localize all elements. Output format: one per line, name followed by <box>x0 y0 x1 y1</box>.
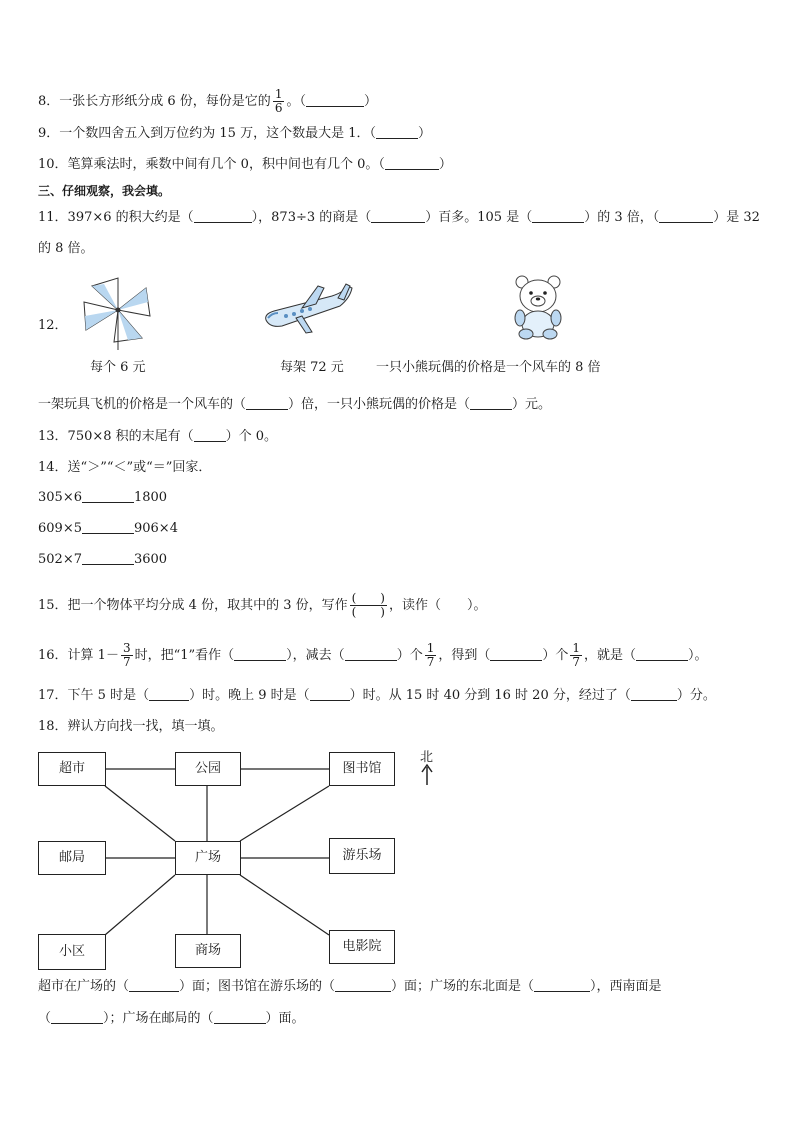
north-label: 北 <box>420 750 434 765</box>
place-post-office: 邮局 <box>38 841 106 875</box>
question-18-title: 18．辨认方向找一找，填一填。 <box>38 719 224 734</box>
fraction-one-sixth: $\frac{1}{6}$ <box>274 87 283 115</box>
fraction-three-sevenths: $\frac{3}{7}$ <box>122 641 131 669</box>
section-heading: 三、仔细观察，我会填。 <box>38 184 171 198</box>
answer-blank[interactable] <box>335 979 391 992</box>
question-10: 10．笔算乘法时，乘数中间有几个 0，积中间也有几个 0。（ ） <box>38 157 452 172</box>
question-15: 15．把一个物体平均分成 4 份，取其中的 3 份，写作 $\frac{( )}{( )}$ ，读作（ ）。 <box>38 591 487 619</box>
place-community: 小区 <box>38 934 106 970</box>
airplane-price: 每架 72 元 <box>280 360 344 375</box>
compare-row: 305×6 1800 <box>38 490 168 505</box>
question-12-number: 12． <box>38 318 68 333</box>
question-12-answer: 一架玩具飞机的价格是一个风车的（ ）倍，一只小熊玩偶的价格是（ ）元。 <box>38 397 552 412</box>
question-8: 8．一张长方形纸分成 6 份，每份是它的 $\frac{1}{6}$ 。（ ） <box>38 87 377 115</box>
place-cinema: 电影院 <box>329 930 395 964</box>
fraction-blank[interactable]: $\frac{( )}{( )}$ <box>351 591 385 619</box>
question-18-answer-1: 超市在广场的（ ）面；图书馆在游乐场的（ ）面；广场的东北面是（ ），西南面是 <box>38 979 662 994</box>
fraction-one-seventh: $\frac{1}{7}$ <box>572 641 581 669</box>
bear-price: 一只小熊玩偶的价格是一个风车的 8 倍 <box>376 360 601 375</box>
answer-blank[interactable] <box>534 979 590 992</box>
compare-row: 502×7 3600 <box>38 552 168 567</box>
question-16: 16．计算 1－ $\frac{3}{7}$ 时，把“1”看作（ ），减去（ ）个 $\frac{1}{7}$ ，得到（ ）个 $\frac{1}{7}$ ，就是（ ）。 <box>38 641 708 669</box>
place-mall: 商场 <box>175 934 241 968</box>
compare-row: 609×5 906×4 <box>38 521 178 536</box>
answer-blank[interactable] <box>214 1011 266 1024</box>
question-9: 9．一个数四舍五入到万位约为 15 万，这个数最大是 1．（ ） <box>38 126 431 141</box>
place-library: 图书馆 <box>329 752 395 786</box>
question-17: 17．下午 5 时是（ ）时。晚上 9 时是（ ）时。从 15 时 40 分到 16 时 20 分，经过了（ ）分。 <box>38 688 716 703</box>
question-13: 13．750×8 积的末尾有（ ）个 0。 <box>38 429 278 444</box>
answer-blank[interactable] <box>51 1011 103 1024</box>
place-supermarket: 超市 <box>38 752 106 786</box>
place-amusement-park: 游乐场 <box>329 838 395 874</box>
question-11: 11．397×6 的积大约是（ ），873÷3 的商是（ ）百多。105 是（ ）的 3 倍，（ ）是 32 <box>38 210 760 225</box>
question-11-line2: 的 8 倍。 <box>38 241 94 256</box>
fraction-one-seventh: $\frac{1}{7}$ <box>426 641 435 669</box>
question-18-answer-2: （ ）；广场在邮局的（ ）面。 <box>38 1011 305 1026</box>
place-park: 公园 <box>175 752 241 786</box>
answer-blank[interactable] <box>129 979 179 992</box>
pinwheel-price: 每个 6 元 <box>90 360 146 375</box>
north-arrow-icon <box>422 765 432 785</box>
place-square: 广场 <box>175 841 241 875</box>
question-14-title: 14．送“＞”“＜”或“＝”回家． <box>38 460 212 475</box>
